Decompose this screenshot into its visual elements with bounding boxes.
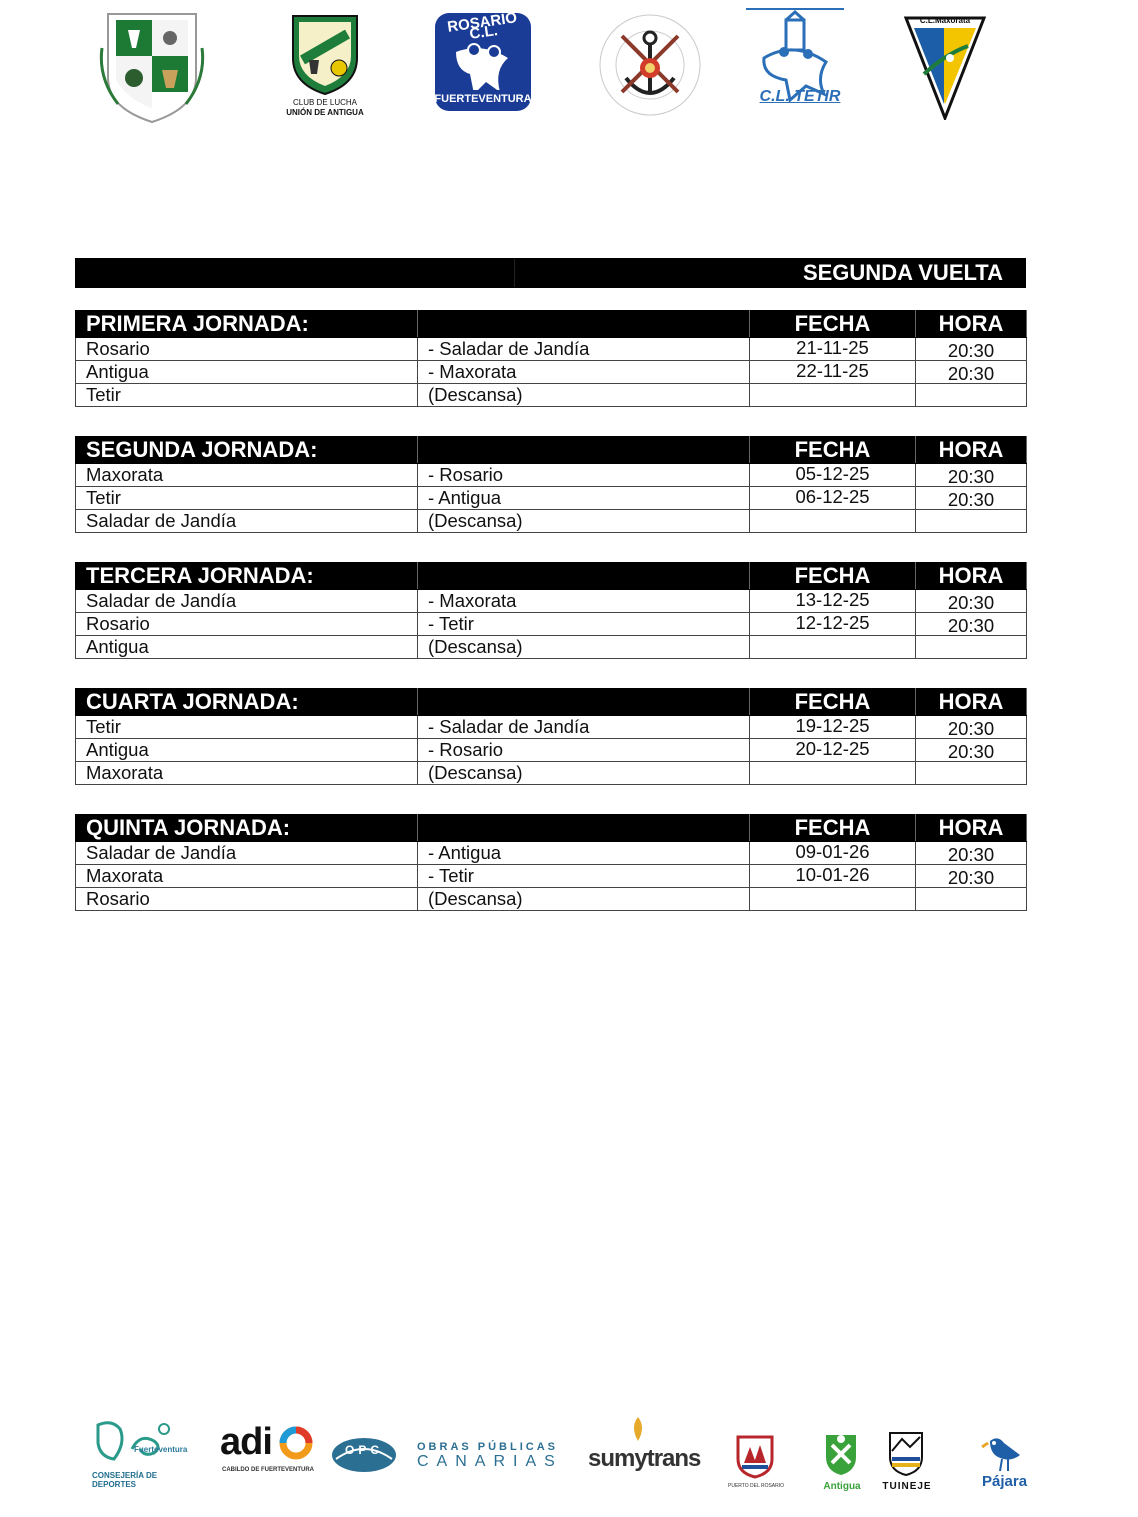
home-team: Tetir: [76, 384, 418, 407]
away-team: (Descansa): [418, 888, 750, 911]
away-team: - Tetir: [418, 865, 750, 888]
pennant-icon: [904, 14, 986, 120]
match-date: 20-12-25: [795, 738, 870, 759]
round-header: [76, 563, 1027, 590]
match-date: 22-11-25: [796, 360, 869, 381]
match-date: 13-12-25: [795, 589, 870, 610]
home-team: Saladar de Jandía: [76, 510, 418, 533]
club-logos: [0, 0, 1138, 130]
match-row: [76, 338, 1027, 361]
sponsor-pajara: [980, 1433, 1028, 1490]
away-team: - Rosario: [418, 464, 750, 487]
home-team: Saladar de Jandía: [76, 590, 418, 613]
round-table-4: [75, 688, 1026, 785]
round-header: [76, 689, 1027, 716]
away-team: - Maxorata: [418, 361, 750, 384]
date-column-header: FECHA: [750, 437, 916, 464]
match-date: 19-12-25: [795, 715, 870, 736]
coat-of-arms-icon: [822, 1431, 860, 1477]
sponsor-cabildo: [92, 1419, 188, 1489]
round-header-blank: [418, 815, 750, 842]
tuineje-caption: TUINEJE: [882, 1481, 932, 1492]
cabildo-icon: [92, 1419, 188, 1467]
home-team: Maxorata: [76, 762, 418, 785]
date-column-header: FECHA: [750, 311, 916, 338]
match-time: 20:30: [947, 844, 995, 865]
sumytrans-drop-icon: [628, 1415, 648, 1443]
home-team: Saladar de Jandía: [76, 842, 418, 865]
match-row: [76, 865, 1027, 888]
match-row: [76, 590, 1027, 613]
adi-ring-icon: [278, 1425, 314, 1461]
club-logo-4: [598, 12, 702, 118]
banner-divider: [514, 259, 515, 287]
sponsor-antigua: [822, 1431, 861, 1492]
tetir-label: C.L. TETIR: [759, 88, 841, 105]
round-header: [76, 815, 1027, 842]
match-time: 20:30: [947, 615, 995, 636]
match-row: [76, 636, 1027, 659]
round-header-blank: [418, 689, 750, 716]
match-date: 09-01-26: [795, 841, 870, 862]
round-title: QUINTA JORNADA:: [76, 815, 418, 842]
antigua-caption: Antigua: [823, 1481, 861, 1492]
match-time: 20:30: [947, 466, 995, 487]
match-date: 21-11-25: [796, 337, 869, 358]
round-title: CUARTA JORNADA:: [76, 689, 418, 716]
time-column-header: HORA: [916, 563, 1027, 590]
away-team: (Descansa): [418, 510, 750, 533]
match-row: [76, 487, 1027, 510]
sponsor-puerto-rosario: [728, 1433, 785, 1489]
away-team: (Descansa): [418, 762, 750, 785]
puerto-caption: PUERTO DEL ROSARIO: [728, 1483, 785, 1489]
club-logo-3: [434, 9, 532, 112]
shield-icon: [285, 12, 365, 96]
away-team: - Tetir: [418, 613, 750, 636]
match-row: [76, 716, 1027, 739]
match-row: [76, 510, 1027, 533]
match-row: [76, 888, 1027, 911]
round-table-1: [75, 310, 1026, 407]
obras-line2: CANARIAS: [417, 1453, 563, 1470]
away-team: - Antigua: [418, 842, 750, 865]
home-team: Rosario: [76, 338, 418, 361]
match-date: 05-12-25: [795, 463, 870, 484]
home-team: Antigua: [76, 739, 418, 762]
club-logo-2: [285, 12, 365, 117]
away-team: (Descansa): [418, 384, 750, 407]
cabildo-caption: CONSEJERÍA DE DEPORTES: [92, 1471, 158, 1489]
match-row: [76, 842, 1027, 865]
round-header-blank: [418, 311, 750, 338]
home-team: Tetir: [76, 716, 418, 739]
time-column-header: HORA: [916, 689, 1027, 716]
time-column-header: HORA: [916, 311, 1027, 338]
match-row: [76, 361, 1027, 384]
season-title: SEGUNDA VUELTA: [802, 260, 1003, 285]
cabildo-name: Fuerteventura: [134, 1445, 188, 1454]
sponsor-tuineje: [882, 1429, 932, 1492]
home-team: Maxorata: [76, 464, 418, 487]
match-time: 20:30: [947, 741, 995, 762]
match-time: 20:30: [947, 867, 995, 888]
away-team: - Saladar de Jandía: [418, 716, 750, 739]
away-team: (Descansa): [418, 636, 750, 659]
club-logo-6: [904, 14, 986, 120]
round-header: [76, 437, 1027, 464]
round-header-blank: [418, 437, 750, 464]
match-row: [76, 739, 1027, 762]
match-row: [76, 384, 1027, 407]
match-row: [76, 762, 1027, 785]
sumytrans-name: sumytrans: [588, 1445, 701, 1472]
bird-icon: [980, 1433, 1026, 1473]
home-team: Rosario: [76, 613, 418, 636]
date-column-header: FECHA: [750, 815, 916, 842]
home-team: Tetir: [76, 487, 418, 510]
home-team: Maxorata: [76, 865, 418, 888]
match-date: 10-01-26: [795, 864, 870, 885]
club-caption-bottom: UNIÓN DE ANTIGUA: [286, 108, 364, 117]
away-team: - Maxorata: [418, 590, 750, 613]
round-table-3: [75, 562, 1026, 659]
away-team: - Antigua: [418, 487, 750, 510]
match-row: [76, 464, 1027, 487]
adi-name: adi: [220, 1421, 272, 1463]
coat-of-arms-icon: [732, 1433, 778, 1479]
away-team: - Rosario: [418, 739, 750, 762]
club-caption-top: CLUB DE LUCHA: [292, 98, 357, 107]
match-time: 20:30: [947, 340, 995, 361]
match-date: 12-12-25: [795, 612, 870, 633]
match-time: 20:30: [947, 363, 995, 384]
shield-icon: [98, 8, 206, 126]
round-header-blank: [418, 563, 750, 590]
match-date: 06-12-25: [795, 486, 870, 507]
opc-name: OPC: [344, 1443, 383, 1457]
maxorata-label: C.L.Maxorata: [919, 16, 971, 25]
home-team: Antigua: [76, 636, 418, 659]
home-team: Rosario: [76, 888, 418, 911]
round-title: TERCERA JORNADA:: [76, 563, 418, 590]
round-title: PRIMERA JORNADA:: [76, 311, 418, 338]
season-banner: [75, 258, 1026, 288]
club-logo-1: [98, 8, 206, 126]
match-row: [76, 613, 1027, 636]
round-table-5: [75, 814, 1026, 911]
obras-line1: OBRAS PÚBLICAS: [417, 1441, 559, 1453]
rosario-subtitle: FUERTEVENTURA: [434, 93, 532, 105]
match-time: 20:30: [947, 592, 995, 613]
sponsor-logos: [0, 1405, 1138, 1505]
pajara-caption: Pájara: [982, 1473, 1028, 1490]
time-column-header: HORA: [916, 437, 1027, 464]
home-team: Antigua: [76, 361, 418, 384]
coat-of-arms-icon: [884, 1429, 928, 1477]
away-team: - Saladar de Jandía: [418, 338, 750, 361]
anchor-icon: [598, 12, 702, 118]
round-header: [76, 311, 1027, 338]
adi-caption: CABILDO DE FUERTEVENTURA: [222, 1467, 315, 1473]
time-column-header: HORA: [916, 815, 1027, 842]
date-column-header: FECHA: [750, 689, 916, 716]
round-title: SEGUNDA JORNADA:: [76, 437, 418, 464]
sponsor-opc: [330, 1435, 398, 1480]
match-time: 20:30: [947, 489, 995, 510]
round-table-2: [75, 436, 1026, 533]
date-column-header: FECHA: [750, 563, 916, 590]
match-time: 20:30: [947, 718, 995, 739]
club-logo-5: [746, 8, 844, 116]
rosario-title: ROSARIO C.L.: [446, 9, 519, 43]
